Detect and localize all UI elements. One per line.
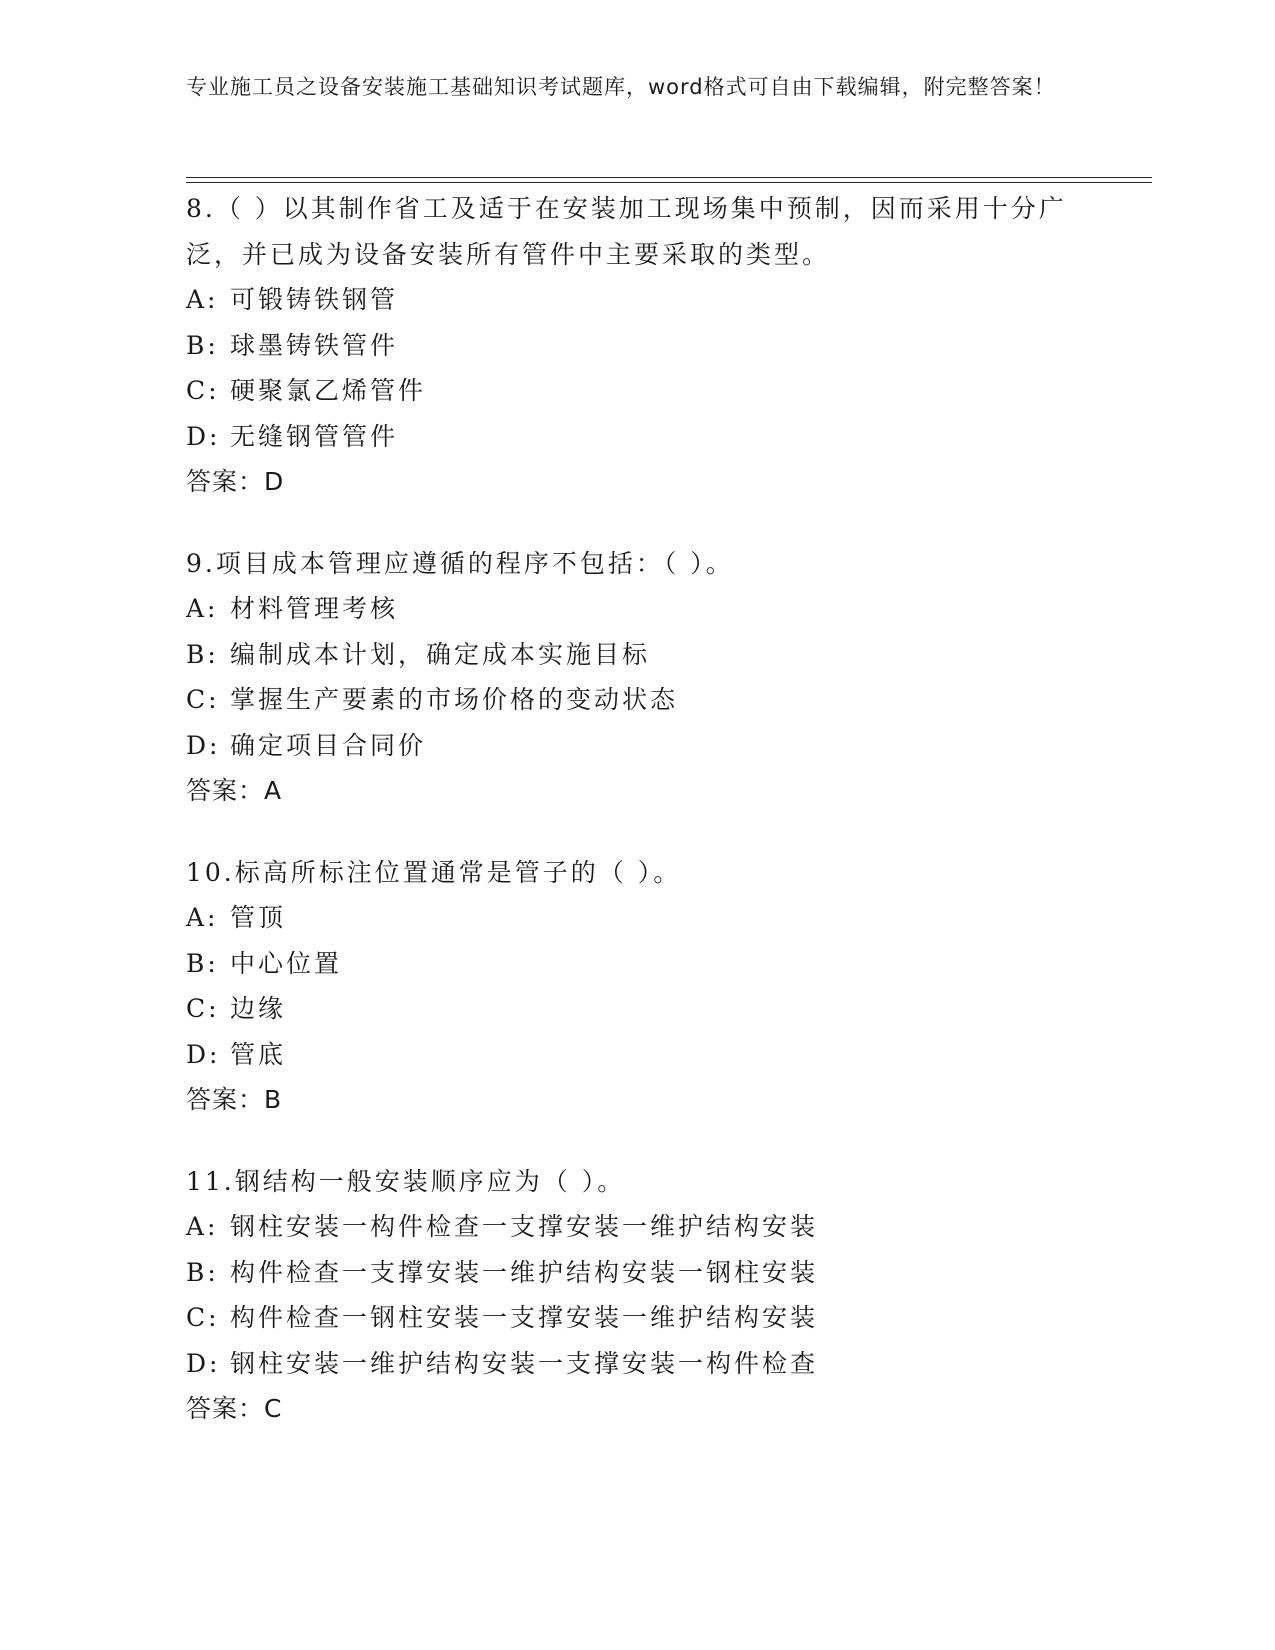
option-a — [186, 277, 1076, 323]
option-text: 可锻铸铁钢管 — [230, 285, 399, 314]
option-letter: C: — [186, 994, 220, 1023]
option-text: 管顶 — [230, 903, 287, 932]
option-text: 钢柱安装一维护结构安装一支撑安装一构件检查 — [230, 1348, 819, 1378]
header-rule-bottom — [186, 182, 1152, 183]
option-letter: C: — [186, 376, 220, 405]
question-list — [186, 186, 1076, 1468]
option-a — [186, 895, 1076, 941]
option-text: 管底 — [230, 1039, 287, 1069]
option-text: 构件检查一支撑安装一维护结构安装一钢柱安装 — [230, 1257, 819, 1287]
option-b — [186, 632, 1076, 678]
question-9 — [186, 541, 1076, 814]
option-text: 中心位置 — [230, 948, 343, 978]
option-text: 编制成本计划，确定成本实施目标 — [230, 639, 651, 669]
option-text: 球墨铸铁管件 — [230, 330, 399, 360]
option-d — [186, 414, 1076, 460]
option-a — [186, 1204, 1076, 1250]
question-stem: 10.标高所标注位置通常是管子的（ ）。 — [186, 857, 682, 887]
option-text: 材料管理考核 — [230, 594, 399, 623]
option-letter: A: — [186, 1212, 219, 1241]
option-text: 掌握生产要素的市场价格的变动状态 — [230, 685, 679, 714]
option-text: 确定项目合同价 — [230, 730, 427, 760]
document-header: 专业施工员之设备安装施工基础知识考试题库，word格式可自由下载编辑，附完整答案！ — [186, 75, 1056, 99]
answer-label: 答案：B — [186, 1085, 283, 1114]
option-letter: B: — [186, 330, 219, 360]
question-11 — [186, 1159, 1076, 1432]
option-b — [186, 323, 1076, 369]
option-b — [186, 1250, 1076, 1296]
option-letter: C: — [186, 685, 220, 714]
option-a — [186, 586, 1076, 632]
question-8 — [186, 186, 1076, 505]
option-letter: C: — [186, 1303, 220, 1332]
option-text: 硬聚氯乙烯管件 — [230, 376, 427, 405]
option-c — [186, 677, 1076, 723]
question-10 — [186, 850, 1076, 1123]
option-d — [186, 1341, 1076, 1387]
option-letter: D: — [186, 421, 221, 451]
question-stem: 8.（ ）以其制作省工及适于在安装加工现场集中预制，因而采用十分广泛，并已成为设备安装所有管件中主要采取的类型。 — [186, 194, 1067, 269]
option-c — [186, 1295, 1076, 1341]
option-text: 钢柱安装一构件检查一支撑安装一维护结构安装 — [230, 1212, 819, 1241]
option-text: 无缝钢管管件 — [230, 421, 399, 451]
option-letter: A: — [186, 594, 219, 623]
answer-label: 答案：D — [186, 467, 285, 496]
option-c — [186, 368, 1076, 414]
option-d — [186, 1032, 1076, 1078]
option-letter: D: — [186, 1348, 221, 1378]
option-letter: A: — [186, 903, 219, 932]
option-c — [186, 986, 1076, 1032]
option-letter: B: — [186, 948, 219, 978]
option-letter: B: — [186, 639, 219, 669]
header-rule-top — [186, 177, 1152, 178]
option-letter: D: — [186, 1039, 221, 1069]
option-text: 边缘 — [230, 994, 287, 1023]
option-text: 构件检查一钢柱安装一支撑安装一维护结构安装 — [230, 1303, 819, 1332]
answer-label: 答案：A — [186, 776, 283, 805]
option-b — [186, 941, 1076, 987]
option-letter: A: — [186, 285, 219, 314]
option-letter: D: — [186, 730, 221, 760]
question-stem: 11.钢结构一般安装顺序应为（ ）。 — [186, 1166, 626, 1196]
option-d — [186, 723, 1076, 769]
question-stem: 9.项目成本管理应遵循的程序不包括：（ ）。 — [186, 548, 734, 578]
answer-label: 答案：C — [186, 1394, 283, 1423]
option-letter: B: — [186, 1257, 219, 1287]
